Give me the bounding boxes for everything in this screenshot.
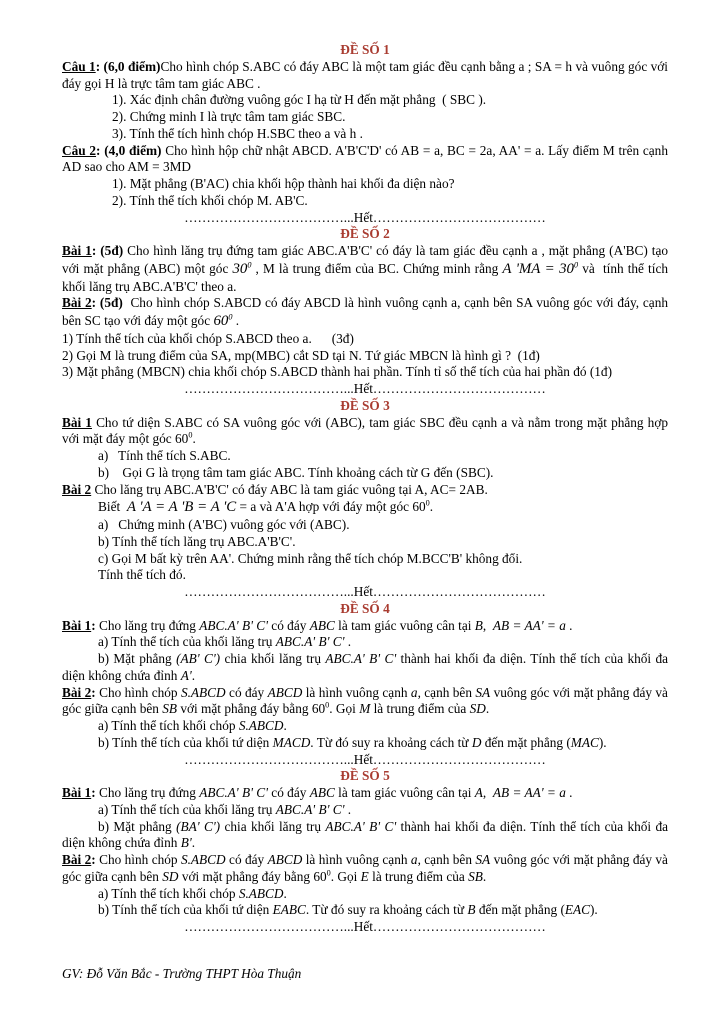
text-run: A 'A = A 'B = A 'C bbox=[126, 499, 237, 516]
text-run: Bài 1 bbox=[62, 414, 92, 430]
text-run: thành hai khối đa diện. Tính thể tích của khối đa diện không chứa đỉnh bbox=[62, 818, 672, 851]
footer-credit: GV: Đỗ Văn Bắc - Trường THPT Hòa Thuận bbox=[62, 965, 302, 981]
text-run: b) Gọi G là trọng tâm tam giác ABC. Tính khoảng cách từ G đến (SBC). bbox=[98, 464, 494, 480]
text-run: B bbox=[474, 617, 483, 633]
text-run: . bbox=[191, 835, 196, 851]
doc-line bbox=[62, 109, 668, 126]
text-run: a) Tính thể tích của khối lăng trụ bbox=[98, 801, 276, 817]
text-run: b) Mặt phẳng bbox=[98, 651, 177, 666]
doc-line bbox=[62, 551, 668, 568]
text-run: 0 bbox=[425, 498, 430, 508]
text-run: . Gọi bbox=[330, 868, 361, 884]
doc-line bbox=[62, 534, 668, 551]
text-run: a) Tính thể tích khối chóp bbox=[98, 885, 239, 901]
text-run: S.ABCD bbox=[180, 852, 226, 867]
text-run: : bbox=[91, 243, 101, 258]
text-run: EAC bbox=[564, 902, 590, 918]
text-run: với mặt phẳng đáy bằng 60 bbox=[177, 701, 326, 717]
text-run: ABC.A' B' C' bbox=[275, 634, 345, 650]
text-run: a) Chứng minh (A'BC) vuông góc với (ABC). bbox=[98, 517, 350, 532]
text-run: có đáy bbox=[267, 785, 310, 800]
text-run: D bbox=[471, 734, 482, 750]
text-run: Cho lăng trụ ABC.A'B'C' có đáy ABC là tam giác vuông tại A, AC= 2AB. bbox=[91, 481, 488, 497]
text-run: A 'MA = 30 bbox=[502, 260, 574, 277]
doc-line bbox=[62, 176, 668, 193]
doc-line bbox=[62, 718, 668, 735]
doc-line bbox=[62, 193, 668, 210]
text-run: . Từ đó suy ra khoảng cách từ bbox=[310, 734, 472, 750]
doc-line bbox=[62, 634, 668, 651]
text-run: chia khối lăng trụ bbox=[220, 818, 326, 834]
document-body bbox=[62, 42, 672, 936]
doc-line bbox=[62, 448, 668, 465]
text-run: Bài 2 bbox=[62, 852, 92, 867]
text-run: có đáy bbox=[225, 684, 268, 700]
text-run: ABC.A' B' C' bbox=[199, 617, 268, 633]
text-run: . bbox=[283, 885, 287, 901]
text-run: (4,0 điểm) bbox=[104, 142, 162, 158]
text-run: . Gọi bbox=[329, 701, 360, 717]
text-run: AB = AA' = a bbox=[492, 785, 566, 800]
text-run: 0 bbox=[326, 868, 331, 878]
text-run: . bbox=[429, 499, 434, 515]
text-run: a) Tính thể tích của khối lăng trụ bbox=[98, 634, 276, 650]
text-run: . bbox=[565, 617, 573, 633]
text-run: M bbox=[359, 701, 371, 717]
text-run: 0 bbox=[188, 430, 193, 440]
doc-line bbox=[62, 465, 668, 482]
text-run: 2). Tính thể tích khối chóp M. AB'C. bbox=[112, 192, 308, 208]
section-title: ĐỀ SỐ 3 bbox=[340, 397, 390, 413]
text-run: 1). Xác định chân đường vuông góc I hạ từ H đến mặt phẳng ( SBC ). bbox=[112, 92, 487, 108]
text-run: 0 bbox=[228, 312, 233, 322]
text-run: B bbox=[467, 902, 476, 918]
text-run: 0 bbox=[247, 260, 252, 270]
doc-line bbox=[62, 802, 668, 819]
doc-line bbox=[62, 818, 672, 853]
doc-line bbox=[62, 295, 672, 331]
doc-line bbox=[62, 498, 668, 517]
separator-line: ………………………………...Hết………………………………… bbox=[184, 751, 546, 767]
text-run: , M là trung điểm của BC. Chứng minh rằng bbox=[251, 260, 503, 276]
section-title: ĐỀ SỐ 1 bbox=[340, 42, 390, 57]
text-run: là hình vuông cạnh bbox=[302, 684, 411, 700]
text-run: ABC bbox=[309, 785, 335, 800]
text-run: (AB' C') bbox=[176, 651, 221, 666]
text-run: 3) Mặt phẳng (MBCN) chia khối chóp S.ABCD thành hai phần. Tính tỉ số thể tích của hai phần đó (1đ) bbox=[62, 364, 613, 380]
text-run: Bài 1 bbox=[62, 617, 92, 633]
text-run: SA bbox=[475, 852, 491, 867]
text-run: , bbox=[482, 617, 493, 633]
text-run: và tính thể tích khối lăng trụ ABC.A'B'C' theo a. bbox=[62, 260, 672, 294]
text-run: b) Tính thể tích của khối tứ diện bbox=[98, 902, 273, 918]
doc-line bbox=[62, 364, 668, 381]
text-run: là trung điểm của bbox=[370, 701, 470, 717]
text-run: chia khối lăng trụ bbox=[220, 651, 326, 666]
text-run: Cho lăng trụ đứng bbox=[98, 785, 200, 800]
doc-line bbox=[62, 126, 668, 143]
text-run: : bbox=[91, 617, 99, 633]
text-run: : bbox=[96, 142, 105, 158]
text-run: Cho hình chóp bbox=[99, 684, 181, 700]
text-run: Cho hình chóp S.ABCD có đáy ABCD là hình vuông cạnh a, cạnh bên SA vuông góc với đáy, cạnh bên SC tạo với đáy một góc bbox=[62, 295, 672, 328]
text-run: a bbox=[410, 852, 418, 867]
text-run: Bài 2 bbox=[62, 481, 92, 497]
text-run: . bbox=[191, 667, 196, 683]
text-run: thành hai khối đa diện. Tính thể tích của khối đa diện không chứa đỉnh bbox=[62, 651, 672, 683]
section-title: ĐỀ SỐ 4 bbox=[340, 600, 390, 616]
text-run: S.ABCD bbox=[238, 885, 284, 901]
text-run: là tam giác vuông cân tại bbox=[334, 785, 475, 800]
text-run: ABC bbox=[309, 617, 335, 633]
text-run: AB = AA' = a bbox=[492, 617, 566, 633]
text-run: Cho hình chóp bbox=[99, 852, 181, 867]
doc-line bbox=[62, 684, 672, 719]
text-run: A' bbox=[180, 667, 192, 683]
text-run: Biết bbox=[98, 499, 127, 515]
text-run: 1) Tính thể tích của khối chóp S.ABCD theo a. (3đ) bbox=[62, 330, 354, 346]
text-run: ABC.A' B' C' bbox=[325, 651, 397, 666]
text-run: SD bbox=[469, 701, 486, 717]
text-run: MACD bbox=[272, 734, 311, 750]
text-run: . bbox=[232, 313, 240, 328]
doc-line bbox=[62, 517, 668, 534]
doc-line bbox=[62, 735, 668, 752]
section-title: ĐỀ SỐ 5 bbox=[340, 768, 390, 784]
text-run: (BA' C') bbox=[176, 818, 221, 834]
text-run: : bbox=[91, 684, 100, 700]
text-run: 30 bbox=[232, 260, 248, 277]
text-run: . bbox=[192, 431, 196, 447]
text-run: ABC.A' B' C' bbox=[325, 818, 397, 834]
text-run: B' bbox=[180, 835, 192, 851]
text-run: : bbox=[95, 58, 104, 74]
text-run: (6,0 điểm) bbox=[103, 58, 161, 74]
text-run: EABC bbox=[272, 902, 306, 918]
text-run: a) Tính thể tích S.ABC. bbox=[98, 448, 231, 463]
text-run: c) Gọi M bất kỳ trên AA'. Chứng minh rằng thể tích chóp M.BCC'B' không đổi. bbox=[98, 550, 523, 566]
separator-line: ………………………………...Hết………………………………… bbox=[184, 381, 546, 396]
doc-line bbox=[62, 567, 668, 584]
doc-line bbox=[62, 785, 668, 802]
doc-line bbox=[62, 58, 672, 93]
text-run: E bbox=[360, 868, 369, 884]
text-run: Cho hình lăng trụ đứng tam giác ABC.A'B'C' có đáy là tam giác đều cạnh a , mặt phẳng (A'BC) tạo với mặt phẳng (ABC) một góc bbox=[62, 243, 672, 276]
text-run: là tam giác vuông cân tại bbox=[334, 617, 475, 633]
doc-line bbox=[62, 902, 668, 919]
text-run: a) Tính thể tích khối chóp bbox=[98, 718, 239, 733]
doc-line bbox=[62, 414, 672, 449]
separator-line: ………………………………...Hết………………………………… bbox=[184, 584, 546, 599]
text-run: . Từ đó suy ra khoảng cách từ bbox=[305, 902, 468, 918]
text-run: ABCD bbox=[267, 852, 303, 867]
doc-line bbox=[62, 618, 668, 635]
text-run: Câu 1 bbox=[62, 58, 96, 74]
text-run: ABC.A' B' C' bbox=[275, 801, 345, 817]
text-run: vuông góc với mặt phẳng đáy và góc giữa cạnh bên bbox=[62, 852, 672, 884]
text-run: , bbox=[482, 785, 493, 800]
text-run: Bài 1 bbox=[62, 243, 92, 258]
text-run: là hình vuông cạnh bbox=[302, 852, 411, 867]
text-run: ABCD bbox=[267, 684, 303, 700]
doc-line bbox=[62, 243, 672, 295]
text-run: : bbox=[91, 785, 99, 800]
text-run: . bbox=[344, 634, 352, 650]
text-run: Cho lăng trụ đứng bbox=[98, 617, 200, 633]
text-run: Bài 2 bbox=[62, 684, 92, 700]
text-run: Câu 2 bbox=[62, 142, 97, 158]
text-run: đến mặt phẳng ( bbox=[475, 902, 565, 918]
text-run: . bbox=[283, 718, 287, 733]
doc-line bbox=[62, 331, 668, 348]
doc-line bbox=[62, 92, 668, 109]
doc-line bbox=[62, 142, 671, 177]
text-run: . bbox=[482, 868, 487, 884]
text-run: 1). Mặt phẳng (B'AC) chia khối hộp thành hai khối đa diện nào? bbox=[112, 176, 455, 191]
text-run: SA bbox=[475, 684, 491, 700]
text-run: , cạnh bên bbox=[417, 852, 476, 867]
text-run: 2) Gọi M là trung điểm của SA, mp(MBC) cắt SD tại N. Tứ giác MBCN là hình gì ? (1đ) bbox=[62, 347, 540, 363]
text-run: . bbox=[344, 801, 352, 817]
text-run: SB bbox=[468, 868, 483, 884]
separator-line: ………………………………...Hết………………………………… bbox=[184, 209, 546, 225]
text-run: 60 bbox=[213, 313, 229, 329]
text-run: SB bbox=[162, 701, 178, 717]
text-run: 0 bbox=[325, 700, 330, 710]
text-run: S.ABCD bbox=[238, 718, 284, 733]
text-run: 2). Chứng minh I là trực tâm tam giác SBC. bbox=[112, 109, 346, 124]
text-run: b) Tính thể tích của khối tứ diện bbox=[98, 734, 273, 750]
text-run: có đáy bbox=[225, 852, 268, 867]
text-run: có đáy bbox=[267, 617, 310, 633]
text-run: 3). Tính thể tích hình chóp H.SBC theo a và h . bbox=[112, 125, 363, 141]
text-run: ). bbox=[590, 902, 598, 918]
text-run: . bbox=[565, 785, 573, 800]
text-run: Cho tứ diện S.ABC có SA vuông góc với (ABC), tam giác SBC đều cạnh a và nằm trong mặt phẳng hợp với mặt đáy một góc 60 bbox=[62, 414, 672, 447]
text-run: . bbox=[485, 701, 490, 717]
section-title: ĐỀ SỐ 2 bbox=[340, 226, 390, 242]
text-run: Cho hình hộp chữ nhật ABCD. A'B'C'D' có AB = a, BC = 2a, AA' = a. Lấy điểm M trên cạnh AD sao cho AM = 3MD bbox=[62, 142, 671, 175]
doc-line bbox=[62, 886, 668, 903]
text-run: Bài 2 bbox=[62, 295, 92, 311]
text-run: MAC bbox=[570, 734, 599, 750]
doc-line bbox=[62, 651, 672, 685]
text-run: (5đ) bbox=[99, 295, 123, 311]
text-run: b) Mặt phẳng bbox=[98, 818, 177, 834]
text-run: ABC.A' B' C' bbox=[199, 785, 268, 800]
text-run: A bbox=[474, 785, 483, 800]
text-run: a bbox=[410, 684, 418, 700]
text-run: là trung điểm của bbox=[368, 868, 469, 884]
text-run: với mặt phẳng đáy bằng 60 bbox=[178, 868, 327, 884]
text-run: b) Tính thể tích lăng trụ ABC.A'B'C'. bbox=[98, 533, 296, 549]
separator-line: ………………………………...Hết………………………………… bbox=[184, 919, 546, 934]
text-run: SD bbox=[162, 868, 179, 884]
text-run: Bài 1 bbox=[62, 785, 92, 800]
doc-line bbox=[62, 852, 672, 886]
text-run: (5đ) bbox=[100, 243, 124, 258]
text-run: : bbox=[91, 852, 100, 867]
text-run: S.ABCD bbox=[180, 684, 226, 700]
text-run: , cạnh bên bbox=[417, 684, 476, 700]
text-run: 0 bbox=[573, 260, 579, 270]
text-run: vuông góc với mặt phẳng đáy và góc giữa cạnh bên bbox=[62, 684, 672, 717]
text-run: = a và A'A hợp với đáy một góc 60 bbox=[236, 499, 426, 515]
text-run: Tính thể tích đó. bbox=[98, 567, 186, 583]
text-run: Cho hình chóp S.ABC có đáy ABC là một tam giác đều cạnh bằng a ; SA = h và vuông góc với đáy gọi H là trực tâm tam giác ABC . bbox=[62, 58, 672, 91]
doc-line bbox=[62, 482, 668, 499]
text-run: đến mặt phẳng ( bbox=[481, 734, 571, 750]
text-run: ). bbox=[598, 734, 607, 750]
doc-line bbox=[62, 348, 668, 365]
text-run: : bbox=[91, 295, 100, 311]
